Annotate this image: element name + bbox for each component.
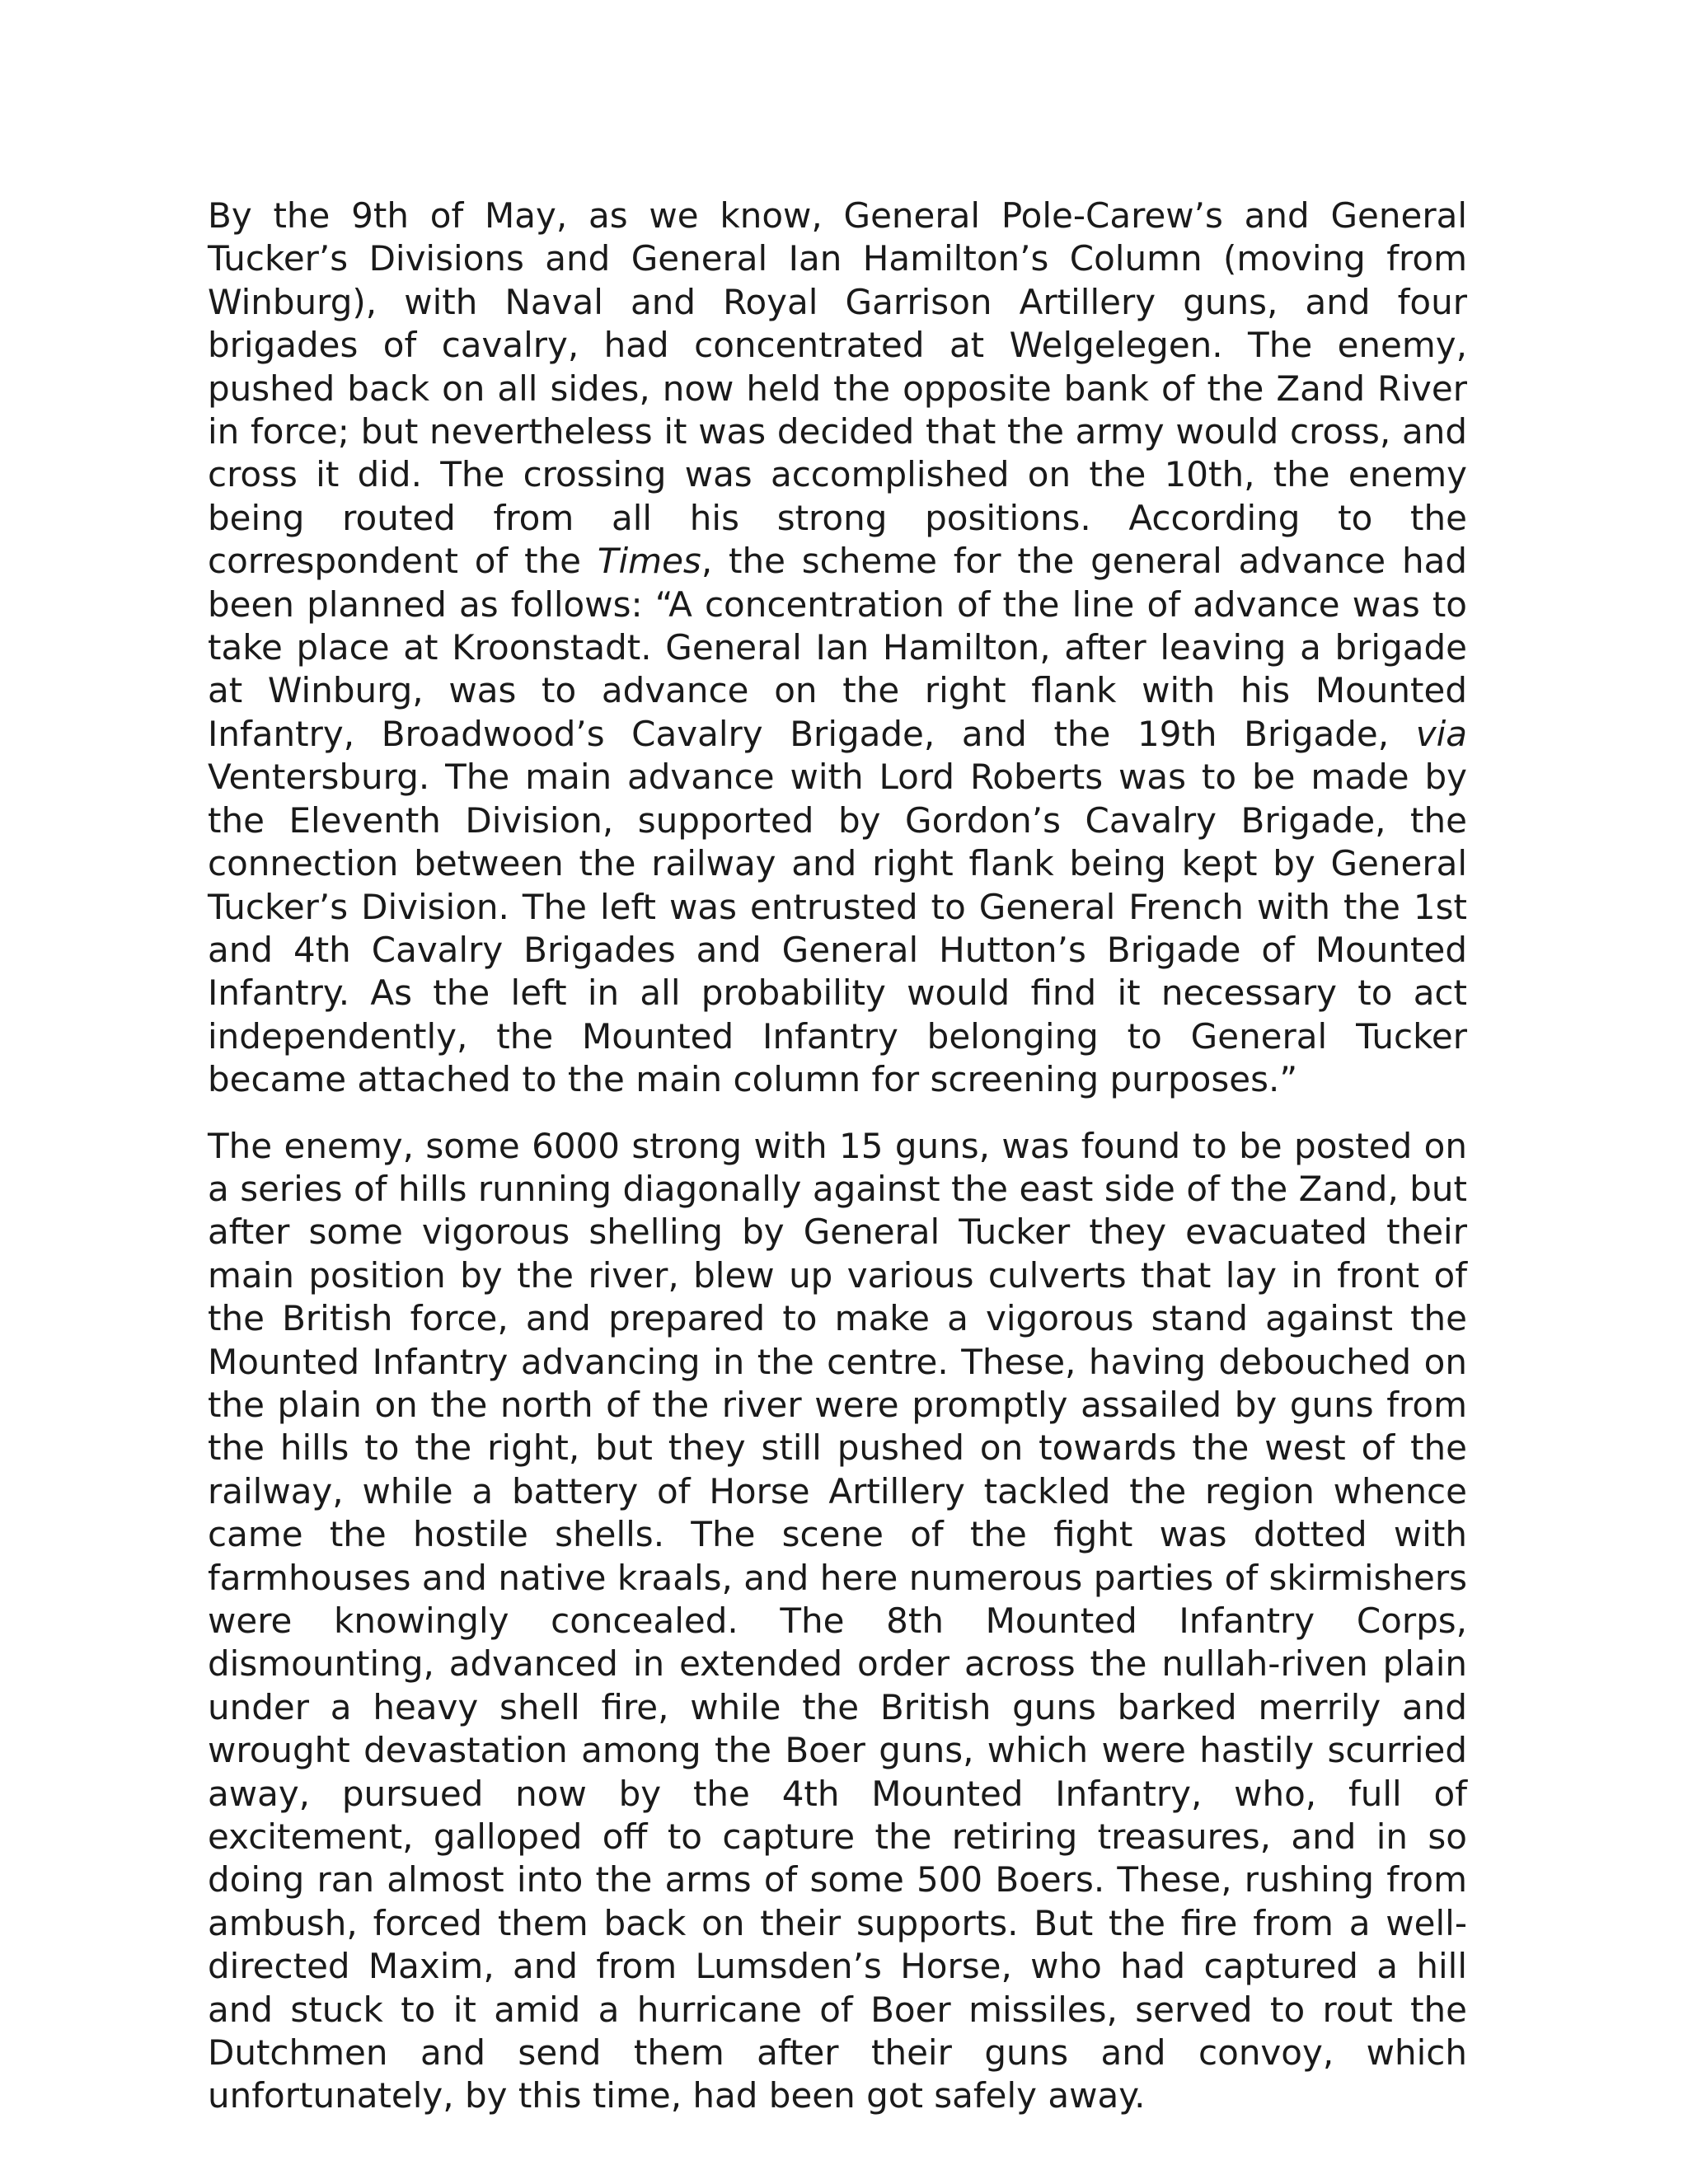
paragraph-1-italic-times: Times xyxy=(597,541,701,582)
paragraph-1 xyxy=(208,194,1467,1102)
paragraph-1-text-3: Ventersburg. The main advance with Lord Roberts was to be made by the Eleventh Division, supported by Gordon’s Cavalry Brigade, the connection between the railway and right flank being kept by General Tucker’s Division. The left was entrusted to General French with the 1st and 4th Cavalry Brigades and General Hutton’s Brigade of Mounted Infantry. As the left in all probability would find it necessary to act independently, the Mounted Infantry belonging to General Tucker became attached to the main column for screening purposes.” xyxy=(208,757,1467,1100)
paragraph-1-text-1: By the 9th of May, as we know, General Pole-Carew’s and General Tucker’s Divisions and General Ian Hamilton’s Column (moving from Winburg), with Naval and Royal Garrison Artillery guns, and four brigades of cavalry, had concentrated at Welgelegen. The enemy, pushed back on all sides, now held the opposite bank of the Zand River in force; but nevertheless it was decided that the army would cross, and cross it did. The crossing was accomplished on the 10th, the enemy being routed from all his strong positions. According to the correspondent of the xyxy=(208,195,1467,582)
paragraph-2-text-1: The enemy, some 6000 strong with 15 guns, was found to be posted on a series of hills running diagonally against the east side of the Zand, but after some vigorous shelling by General Tucker they evacuated their main position by the river, blew up various culverts that lay in front of the British force, and prepared to make a vigorous stand against the Mounted Infantry advancing in the centre. These, having debouched on the plain on the north of the river were promptly assailed by guns from the hills to the right, but they still pushed on towards the west of the railway, while a battery of Horse Artillery tackled the region whence came the hostile shells. The scene of the fight was dotted with farmhouses and native kraals, and here numerous parties of skirmishers were knowingly concealed. The 8th Mounted Infantry Corps, dismounting, advanced in extended order across the nullah-riven plain under a heavy shell fire, while the British guns barked merrily and wrought devastation among the Boer guns, which were hastily scurried away, pursued now by the 4th Mounted Infantry, who, full of excitement, galloped off to capture the retiring treasures, and in so doing ran almost into the arms of some 500 Boers. These, rushing from ambush, forced them back on their supports. But the fire from a well-directed Maxim, and from Lumsden’s Horse, who had captured a hill and stuck to it amid a hurricane of Boer missiles, served to rout the Dutchmen and send them after their guns and convoy, which unfortunately, by this time, had been got safely away. xyxy=(208,1125,1467,2116)
document-page xyxy=(208,194,1467,2118)
paragraph-2 xyxy=(208,1125,1467,2118)
paragraph-1-text-2: , the scheme for the general advance had been planned as follows: “A concentration of the line of advance was to take place at Kroonstadt. General Ian Hamilton, after leaving a brigade at Winburg, was to advance on the right flank with his Mounted Infantry, Broadwood’s Cavalry Brigade, and the 19th Brigade, xyxy=(208,541,1467,754)
paragraph-1-italic-via: via xyxy=(1415,713,1467,754)
